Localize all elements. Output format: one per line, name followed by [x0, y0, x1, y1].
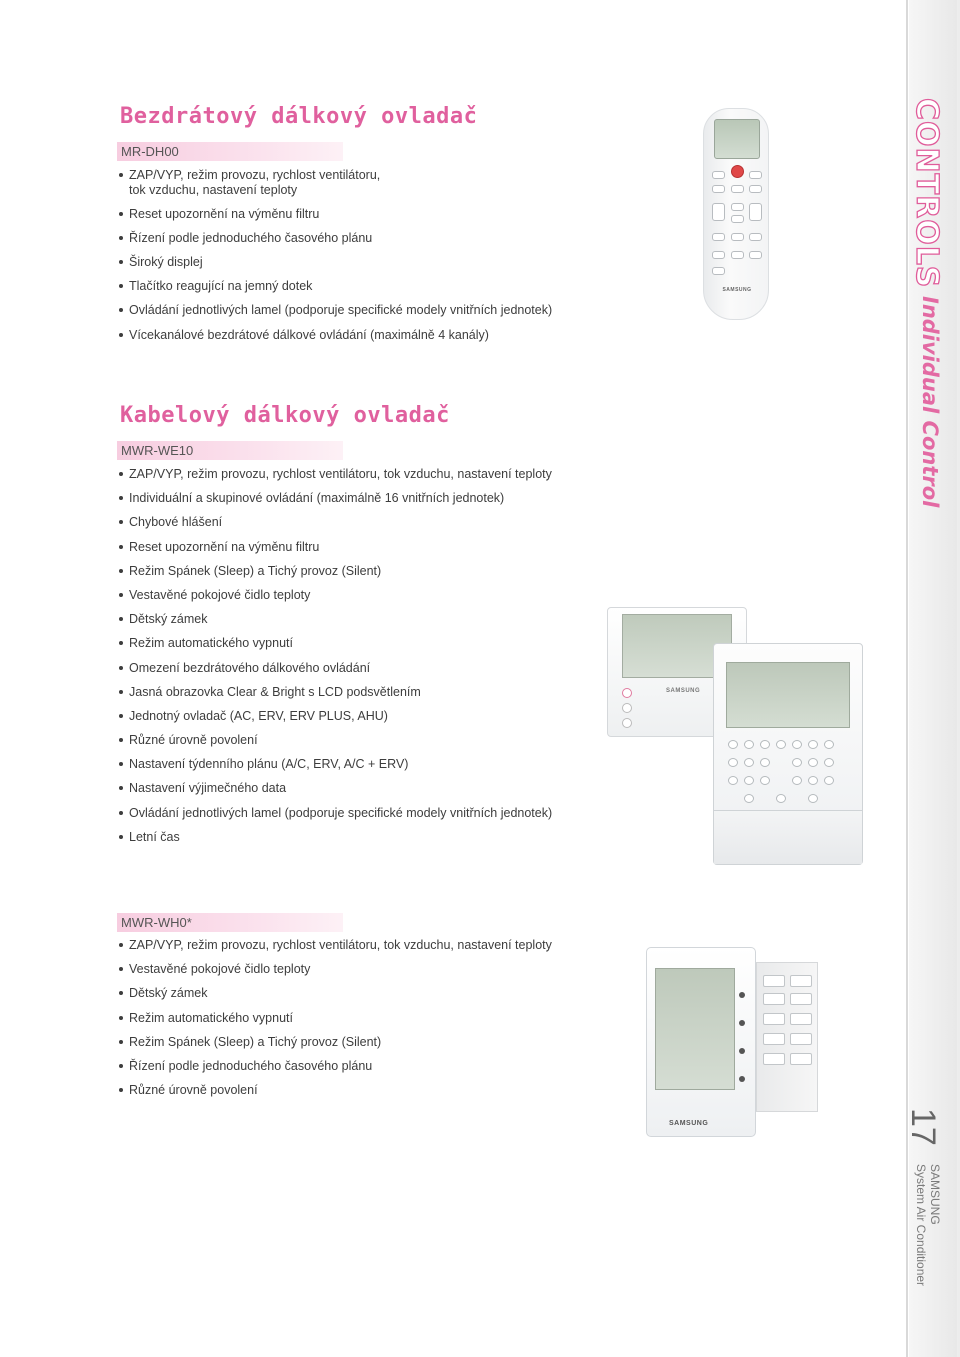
panel-button	[790, 1033, 812, 1045]
feature-item: Řízení podle jednoduchého časového plánu	[118, 1059, 598, 1074]
feature-item: Reset upozornění na výměnu filtru	[118, 540, 598, 555]
controller-key	[744, 776, 754, 785]
wired-remote-feature-list	[118, 467, 598, 854]
feature-item: Reset upozornění na výměnu filtru	[118, 207, 598, 222]
feature-item: Široký displej	[118, 255, 598, 270]
controller-key	[744, 740, 754, 749]
controller-key	[760, 776, 770, 785]
controller-key	[792, 740, 802, 749]
model-label-mwr-we10: MWR-WE10	[117, 441, 343, 460]
model-label-mr-dh00: MR-DH00	[117, 142, 343, 161]
remote-brand-logo: SAMSUNG	[722, 287, 752, 293]
touch-controller-image	[646, 947, 756, 1137]
wired-controller-image	[713, 643, 863, 865]
footer-brand: SAMSUNG	[928, 1164, 942, 1225]
controller-side-panel-image	[756, 962, 818, 1112]
power-icon	[731, 165, 744, 178]
controller-key	[808, 776, 818, 785]
feature-item: Režim automatického vypnutí	[118, 1011, 598, 1026]
indicator-icon	[739, 1048, 745, 1054]
feature-item: ZAP/VYP, režim provozu, rychlost ventilátoru, tok vzduchu, nastavení teploty	[118, 168, 598, 197]
remote-button	[731, 215, 744, 223]
remote-button	[731, 203, 744, 211]
remote-button	[712, 203, 725, 221]
controller-key	[728, 776, 738, 785]
feature-item: Řízení podle jednoduchého časového plánu	[118, 231, 598, 246]
controller-key	[824, 776, 834, 785]
feature-item: Nastavení týdenního plánu (A/C, ERV, A/C + ERV)	[118, 757, 598, 772]
controller-key	[808, 758, 818, 767]
remote-button	[731, 251, 744, 259]
controller-key	[744, 758, 754, 767]
panel-button	[763, 1053, 785, 1065]
feature-item: Omezení bezdrátového dálkového ovládání	[118, 661, 598, 676]
feature-item: ZAP/VYP, režim provozu, rychlost ventilátoru, tok vzduchu, nastavení teploty	[118, 938, 598, 953]
feature-item: Režim Spánek (Sleep) a Tichý provoz (Silent)	[118, 1035, 598, 1050]
controller-key	[728, 740, 738, 749]
panel-button	[763, 1033, 785, 1045]
wireless-remote-title: Bezdrátový dálkový ovladač	[120, 104, 478, 129]
feature-item: Různé úrovně povolení	[118, 1083, 598, 1098]
indicator-icon	[739, 1020, 745, 1026]
remote-button	[731, 233, 744, 241]
controller-key	[776, 740, 786, 749]
feature-item: Nastavení výjimečného data	[118, 781, 598, 796]
remote-button	[712, 251, 725, 259]
remote-button	[712, 185, 725, 193]
remote-button	[749, 185, 762, 193]
feature-item: Jasná obrazovka Clear & Bright s LCD podsvětlením	[118, 685, 598, 700]
panel-button	[790, 1053, 812, 1065]
controller-key	[760, 758, 770, 767]
feature-item: Dětský zámek	[118, 612, 598, 627]
feature-item: Vícekanálové bezdrátové dálkové ovládání (maximálně 4 kanály)	[118, 328, 598, 343]
model-label-mwr-wh0: MWR-WH0*	[117, 913, 343, 932]
touch-controller-screen	[655, 968, 735, 1090]
controller-key	[744, 794, 754, 803]
panel-button	[790, 1013, 812, 1025]
controller-key	[728, 758, 738, 767]
controller-lid	[714, 810, 862, 864]
remote-button	[712, 267, 725, 275]
panel-button	[790, 993, 812, 1005]
feature-item: Vestavěné pokojové čidlo teploty	[118, 962, 598, 977]
wireless-remote-image	[703, 108, 769, 320]
feature-item: Různé úrovně povolení	[118, 733, 598, 748]
controller-key	[776, 794, 786, 803]
subcategory-label: Individual Control	[918, 296, 942, 508]
remote-button	[749, 251, 762, 259]
feature-item: Jednotný ovladač (AC, ERV, ERV PLUS, AHU)	[118, 709, 598, 724]
feature-item: Tlačítko reagující na jemný dotek	[118, 279, 598, 294]
wall-controller-brand-logo: SAMSUNG	[666, 688, 701, 694]
indicator-icon	[739, 1076, 745, 1082]
panel-button	[790, 975, 812, 987]
remote-button	[749, 203, 762, 221]
remote-button	[712, 233, 725, 241]
feature-item: Ovládání jednotlivých lamel (podporuje specifické modely vnitřních jednotek)	[118, 806, 598, 821]
controller-knob	[622, 703, 632, 713]
wired-remote-title: Kabelový dálkový ovladač	[120, 403, 450, 428]
controller-key	[760, 740, 770, 749]
indicator-icon	[739, 992, 745, 998]
panel-button	[763, 993, 785, 1005]
controller-key	[792, 758, 802, 767]
wired-controller-screen	[726, 662, 850, 728]
remote-button	[749, 171, 762, 179]
controller-key	[808, 794, 818, 803]
feature-item: Dětský zámek	[118, 986, 598, 1001]
wireless-remote-feature-list	[118, 168, 598, 352]
feature-item: ZAP/VYP, režim provozu, rychlost ventilátoru, tok vzduchu, nastavení teploty	[118, 467, 598, 482]
remote-button	[731, 185, 744, 193]
category-label: CONTROLS	[909, 98, 944, 289]
feature-item: Vestavěné pokojové čidlo teploty	[118, 588, 598, 603]
remote-button	[749, 233, 762, 241]
feature-item: Individuální a skupinové ovládání (maximálně 16 vnitřních jednotek)	[118, 491, 598, 506]
remote-lcd-display	[714, 119, 760, 159]
controller-key	[792, 776, 802, 785]
mwr-wh0-feature-list	[118, 938, 598, 1107]
page-number: 17	[904, 1108, 942, 1146]
touch-controller-brand-logo: SAMSUNG	[669, 1120, 709, 1127]
feature-item: Režim automatického vypnutí	[118, 636, 598, 651]
feature-item: Chybové hlášení	[118, 515, 598, 530]
controller-key	[824, 758, 834, 767]
feature-item: Režim Spánek (Sleep) a Tichý provoz (Silent)	[118, 564, 598, 579]
footer-product-line: System Air Conditioner	[914, 1164, 928, 1287]
feature-item: Letní čas	[118, 830, 598, 845]
feature-item: Ovládání jednotlivých lamel (podporuje specifické modely vnitřních jednotek)	[118, 303, 598, 318]
controller-key	[824, 740, 834, 749]
controller-knob	[622, 718, 632, 728]
panel-button	[763, 975, 785, 987]
remote-button	[712, 171, 725, 179]
controller-key	[808, 740, 818, 749]
power-icon	[622, 688, 632, 698]
panel-button	[763, 1013, 785, 1025]
